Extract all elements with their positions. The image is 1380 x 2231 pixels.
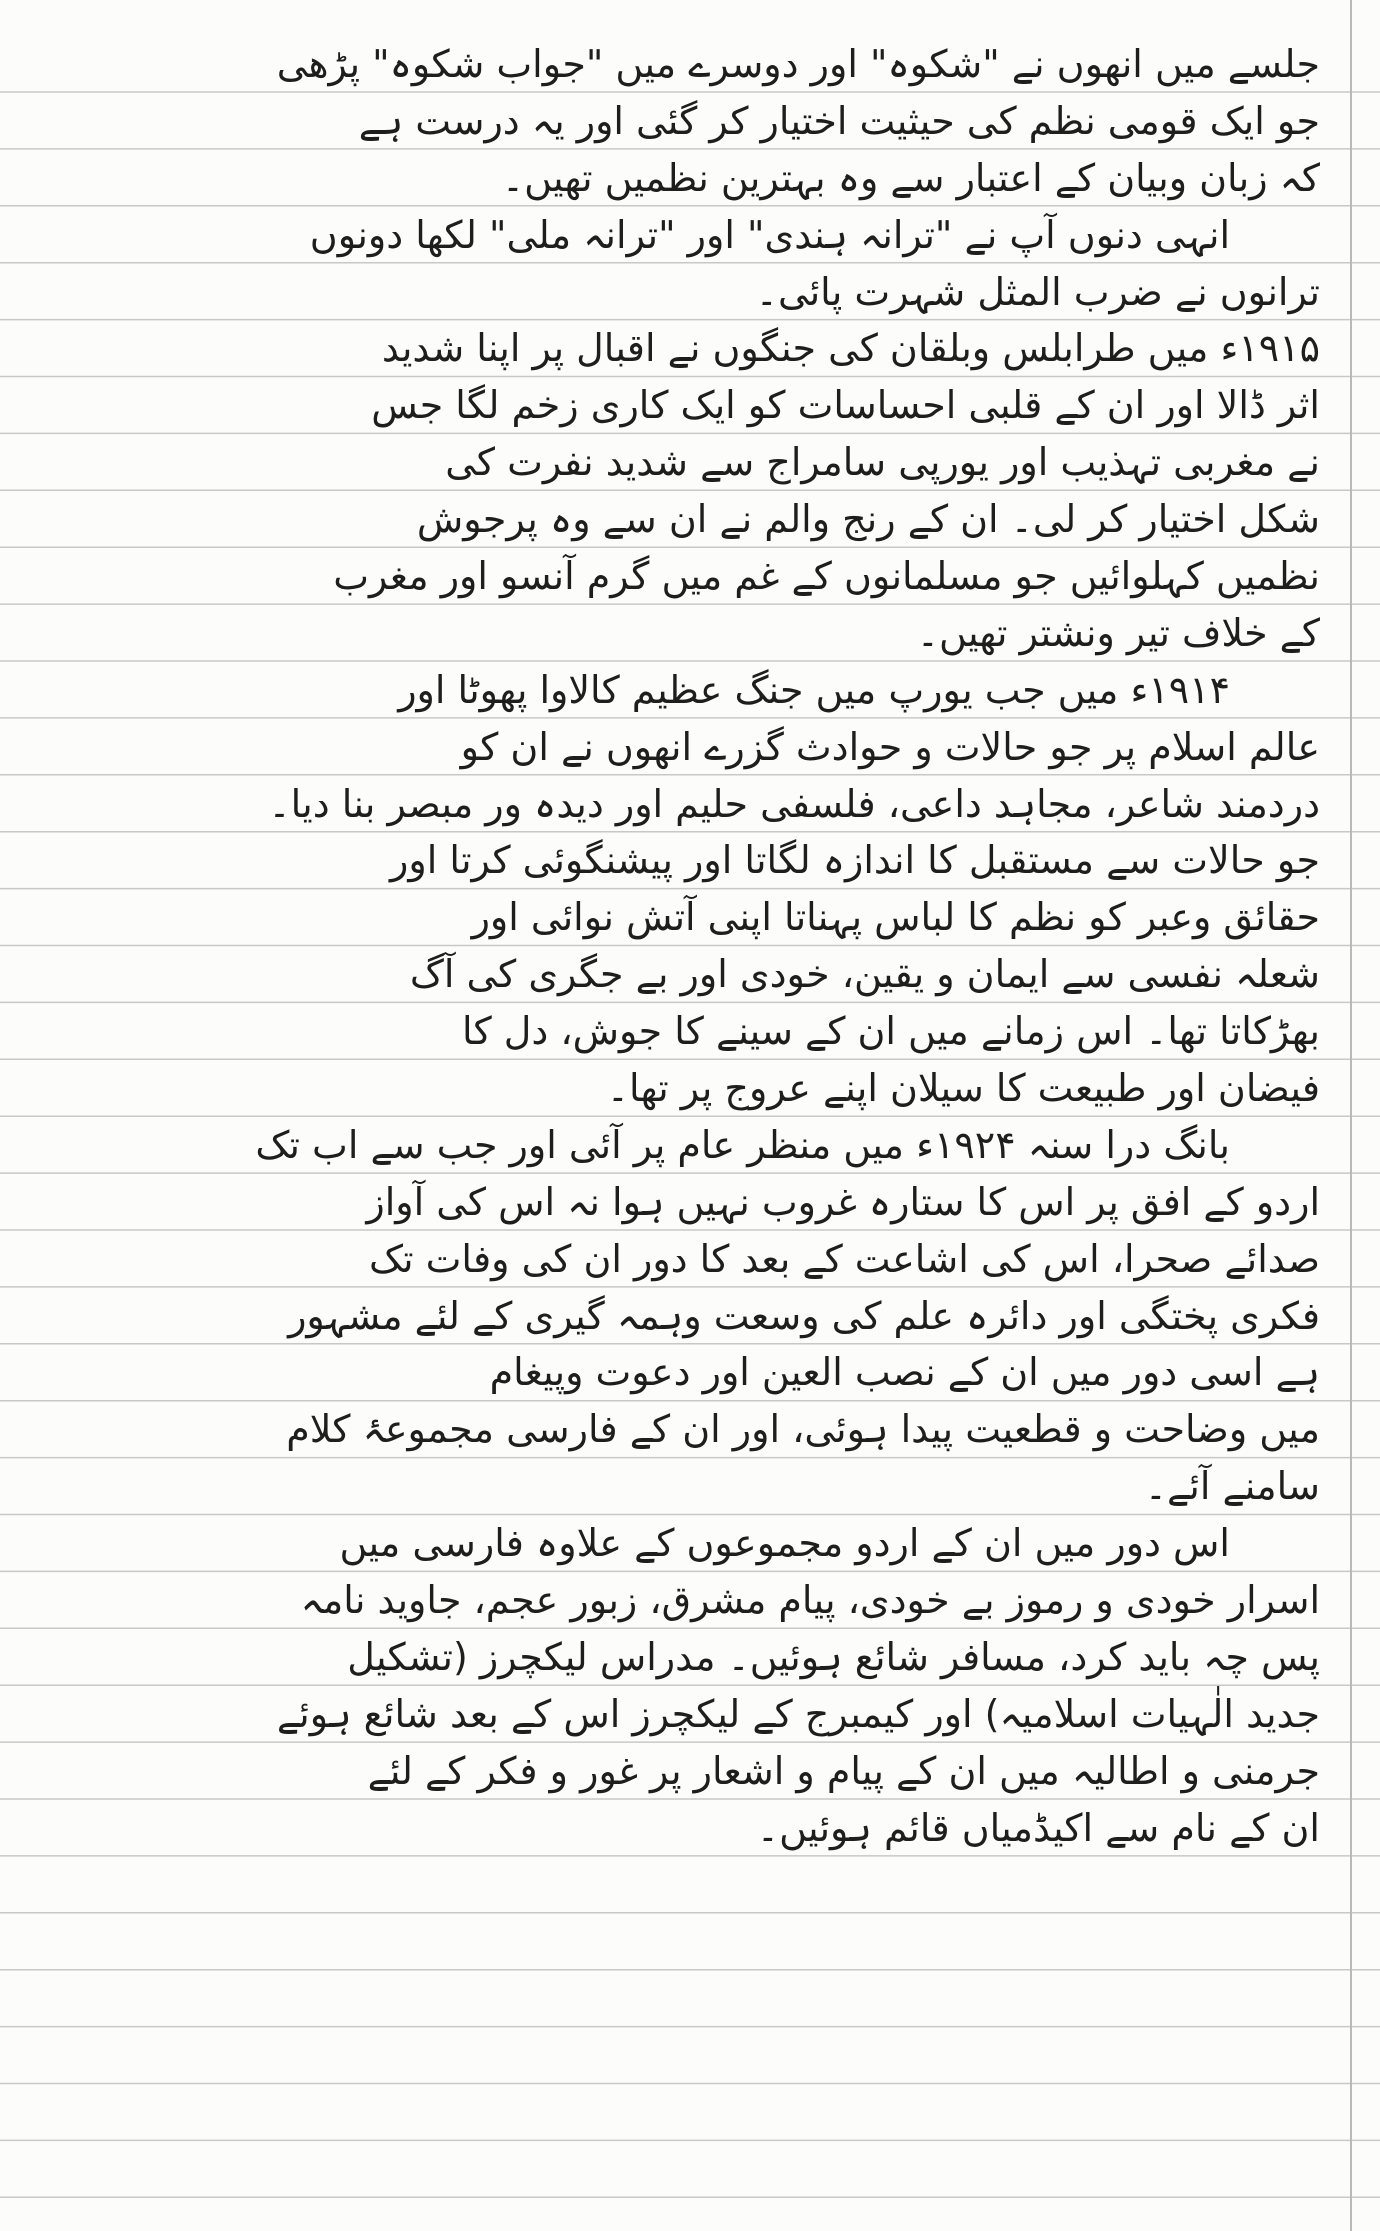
text-line-1: جلسے میں انھوں نے "شکوہ" اور دوسرے میں "جواب شکوہ" پڑھی [276, 42, 1320, 86]
text-line-13: عالم اسلام پر جو حالات و حوادث گزرے انھوں نے ان کو [460, 724, 1320, 769]
text-line-17: شعلہ نفسی سے ایمان و یقین، خودی اور بے جگری کی آگ [409, 952, 1320, 997]
text-line-21: اردو کے افق پر اس کا ستارہ غروب نہیں ہوا نہ اس کی آواز [366, 1179, 1320, 1224]
text-line-5: ترانوں نے ضرب المثل شہرت پائی۔ [755, 269, 1320, 314]
text-line-7: اثر ڈالا اور ان کے قلبی احساسات کو ایک کاری زخم لگا جس [371, 383, 1320, 428]
text-line-29: پس چہ باید کرد، مسافر شائع ہوئیں۔ مدراس لیکچرز (تشکیل [347, 1634, 1320, 1679]
text-line-30: جدید الٰہیات اسلامیہ) اور کیمبرج کے لیکچرز اس کے بعد شائع ہوئے [276, 1691, 1320, 1736]
text-line-3: کہ زبان وبیان کے اعتبار سے وہ بہترین نظمیں تھیں۔ [501, 155, 1320, 200]
text-line-6: ۱۹۱۵ء میں طرابلس وبلقان کی جنگوں نے اقبال پر اپنا شدید [381, 326, 1320, 371]
text-line-4: انہی دنوں آپ نے "ترانہ ہندی" اور "ترانہ ملی" لکھا دونوں [309, 212, 1230, 257]
text-line-18: بھڑکاتا تھا۔ اس زمانے میں ان کے سینے کا جوش، دل کا [461, 1009, 1320, 1054]
text-line-27: اس دور میں ان کے اردو مجموعوں کے علاوہ فارسی میں [339, 1521, 1230, 1566]
text-line-22: صدائے صحرا، اس کی اشاعت کے بعد کا دور ان کی وفات تک [368, 1236, 1320, 1281]
text-line-24: ہے اسی دور میں ان کے نصب العین اور دعوت وپیغام [489, 1350, 1320, 1395]
text-line-11: کے خلاف تیر ونشتر تھیں۔ [916, 610, 1320, 655]
margin-line [1350, 0, 1352, 2231]
text-line-8: نے مغربی تہذیب اور یورپی سامراج سے شدید نفرت کی [445, 440, 1320, 485]
text-line-25: میں وضاحت و قطعیت پیدا ہوئی، اور ان کے فارسی مجموعۂ کلام [286, 1407, 1320, 1452]
text-line-16: حقائق وعبر کو نظم کا لباس پہناتا اپنی آتش نوائی اور [471, 895, 1320, 940]
text-line-10: نظمیں کہلوائیں جو مسلمانوں کے غم میں گرم آنسو اور مغرب [333, 554, 1320, 599]
handwritten-text [70, 36, 1340, 1857]
text-line-12: ۱۹۱۴ء میں جب یورپ میں جنگ عظیم کالاوا پھوٹا اور [398, 667, 1230, 712]
text-line-31: جرمنی و اطالیہ میں ان کے پیام و اشعار پر غور و فکر کے لئے [367, 1748, 1320, 1793]
text-line-20: بانگ درا سنہ ۱۹۲۴ء میں منظر عام پر آئی اور جب سے اب تک [255, 1122, 1230, 1167]
text-line-2: جو ایک قومی نظم کی حیثیت اختیار کر گئی اور یہ درست ہے [358, 98, 1320, 143]
text-line-23: فکری پختگی اور دائرہ علم کی وسعت وہمہ گیری کے لئے مشہور [288, 1293, 1320, 1338]
text-line-19: فیضان اور طبیعت کا سیلان اپنے عروج پر تھا۔ [606, 1066, 1320, 1111]
text-line-14: دردمند شاعر، مجاہد داعی، فلسفی حلیم اور دیدہ ور مبصر بنا دیا۔ [268, 781, 1320, 826]
text-line-15: جو حالات سے مستقبل کا اندازہ لگاتا اور پیشنگوئی کرتا اور [390, 838, 1320, 883]
text-line-32: ان کے نام سے اکیڈمیاں قائم ہوئیں۔ [756, 1805, 1320, 1850]
text-line-28: اسرار خودی و رموز بے خودی، پیام مشرق، زبور عجم، جاوید نامہ [300, 1578, 1320, 1623]
text-line-26: سامنے آئے۔ [1144, 1464, 1320, 1509]
text-line-9: شکل اختیار کر لی۔ ان کے رنج والم نے ان سے وہ پرجوش [416, 497, 1320, 542]
